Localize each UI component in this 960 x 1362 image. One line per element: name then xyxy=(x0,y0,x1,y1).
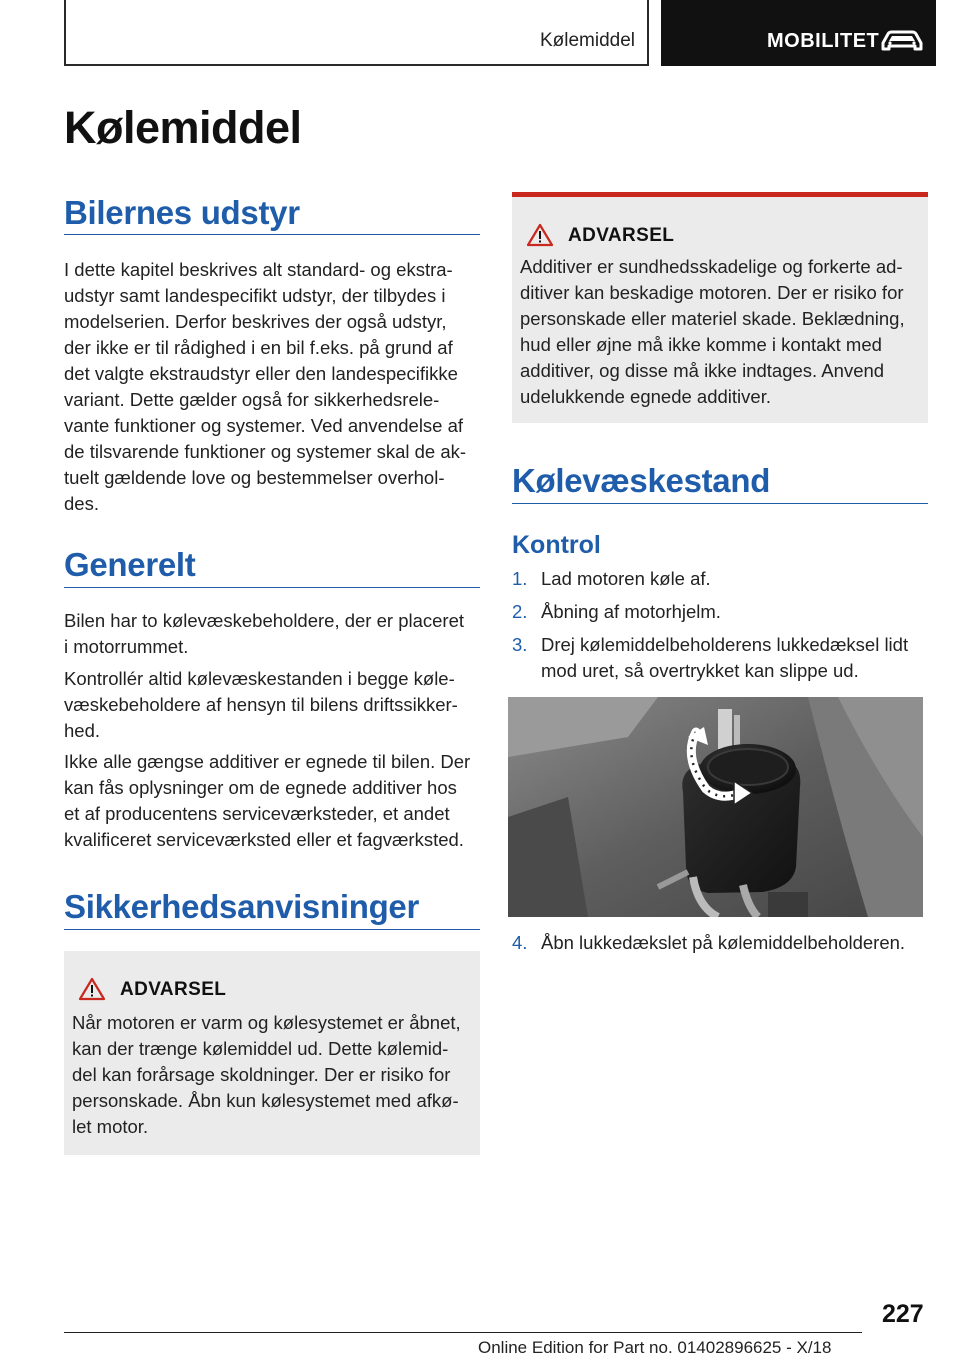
step-number: 3. xyxy=(512,634,528,655)
text-line: let motor. xyxy=(72,1116,149,1137)
step-item-1 xyxy=(512,566,928,592)
text-line: tuelt gældende love og bestemmelser overhol- xyxy=(64,467,445,488)
text-line: et af producentens serviceværksteder, et andet xyxy=(64,803,450,824)
header-section-box xyxy=(64,0,649,66)
text-line: i motorrummet. xyxy=(64,636,189,657)
header-chapter-tab xyxy=(661,0,936,66)
step-item-3 xyxy=(512,632,928,684)
text-line: des. xyxy=(64,493,99,514)
paragraph-generelt-1 xyxy=(64,608,484,660)
text-line: personskade. Åbn kun kølesystemet med afkø- xyxy=(72,1090,459,1111)
warning-triangle-icon xyxy=(78,977,106,1001)
text-line: I dette kapitel beskrives alt standard- og ekstra- xyxy=(64,259,453,280)
text-line: modelserien. Derfor beskrives der også udstyr, xyxy=(64,311,447,332)
steps-list xyxy=(512,566,928,691)
warning-triangle-icon xyxy=(526,223,554,247)
text-line: Når motoren er varm og kølesystemet er åbnet, xyxy=(72,1012,461,1033)
heading-bilernes-udstyr: Bilernes udstyr xyxy=(64,194,300,231)
text-line: det valgte ekstraudstyr eller den landespecifikke xyxy=(64,363,458,384)
paragraph-generelt-3 xyxy=(64,749,484,853)
text-line: variant. Dette gælder også for sikkerhedsrele- xyxy=(64,389,440,410)
paragraph-bilernes-udstyr xyxy=(64,257,484,517)
step-text: Åbning af motorhjelm. xyxy=(541,601,721,622)
text-line: Bilen har to kølevæskebeholdere, der er placeret xyxy=(64,610,465,631)
warning-label: ADVARSEL xyxy=(120,979,227,1000)
warning-text xyxy=(72,1010,480,1140)
page-number: 227 xyxy=(882,1300,924,1328)
text-line: del kan forårsage skoldninger. Der er risiko for xyxy=(72,1064,451,1085)
text-line: Kontrollér altid kølevæskestanden i begge køle- xyxy=(64,668,455,689)
step-item-2 xyxy=(512,599,928,625)
step-number: 2. xyxy=(512,601,528,622)
text-line: vante funktioner og systemer. Ved anvendelse af xyxy=(64,415,464,436)
text-line: kvalificeret serviceværksted eller et fagværksted. xyxy=(64,829,464,850)
text-line: udelukkende egnede additiver. xyxy=(520,386,771,407)
heading-sikkerhedsanvisninger: Sikkerhedsanvisninger xyxy=(64,888,420,925)
heading-rule xyxy=(64,234,480,235)
text-line: personskade eller materiel skade. Beklædning, xyxy=(520,308,905,329)
heading-rule xyxy=(64,587,480,588)
heading-kolevaeskestand: Kølevæskestand xyxy=(512,462,771,499)
text-line: additiver, og disse må ikke indtages. Anvend xyxy=(520,360,885,381)
footer-rule xyxy=(64,1332,862,1333)
footer-edition-text: Online Edition for Part no. 01402896625 - X/18 xyxy=(478,1338,832,1357)
text-line: hud eller øjne må ikke komme i kontakt med xyxy=(520,334,882,355)
warning-box-additives xyxy=(512,192,928,423)
page-title: Kølemiddel xyxy=(64,102,302,153)
heading-rule xyxy=(64,929,480,930)
subheading-kontrol: Kontrol xyxy=(512,531,601,559)
coolant-reservoir-photo xyxy=(508,697,923,917)
paragraph-generelt-2 xyxy=(64,666,484,744)
warning-label: ADVARSEL xyxy=(568,225,675,246)
text-line: kan der trænge kølemiddel ud. Dette kølemid- xyxy=(72,1038,449,1059)
step-text: Drej kølemiddelbeholderens lukkedæksel lidt xyxy=(541,634,909,655)
text-line: kan fås oplysninger om de egnede additiver hos xyxy=(64,777,457,798)
header-chapter-title: MOBILITET xyxy=(767,30,880,52)
heading-rule xyxy=(512,503,928,504)
heading-generelt: Generelt xyxy=(64,546,196,583)
text-line: Ikke alle gængse additiver er egnede til bilen. Der xyxy=(64,751,471,772)
text-line: Additiver er sundhedsskadelige og forkerte ad- xyxy=(520,256,903,277)
step-number: 1. xyxy=(512,568,528,589)
text-line: hed. xyxy=(64,720,101,741)
step-text: mod uret, så overtrykket kan slippe ud. xyxy=(541,660,859,681)
step-text: Lad motoren køle af. xyxy=(541,568,711,589)
steps-list-continued xyxy=(512,930,928,963)
car-icon xyxy=(879,28,925,52)
text-line: ditiver kan beskadige motoren. Der er risiko for xyxy=(520,282,904,303)
warning-text xyxy=(520,254,928,410)
text-line: de tilsvarende funktioner og systemer skal de ak- xyxy=(64,441,467,462)
text-line: der ikke er til rådighed i en bil f.eks. på grund af xyxy=(64,337,453,358)
warning-box-hot-coolant xyxy=(64,951,480,1155)
header-section-title: Kølemiddel xyxy=(539,30,635,51)
step-text: Åbn lukkedækslet på kølemiddelbeholderen. xyxy=(541,932,906,953)
text-line: udstyr samt landespecifikt udstyr, der tilbydes i xyxy=(64,285,446,306)
text-line: væskebeholdere af hensyn til bilens driftssikker- xyxy=(64,694,458,715)
step-number: 4. xyxy=(512,932,528,953)
step-item-4 xyxy=(512,930,928,956)
